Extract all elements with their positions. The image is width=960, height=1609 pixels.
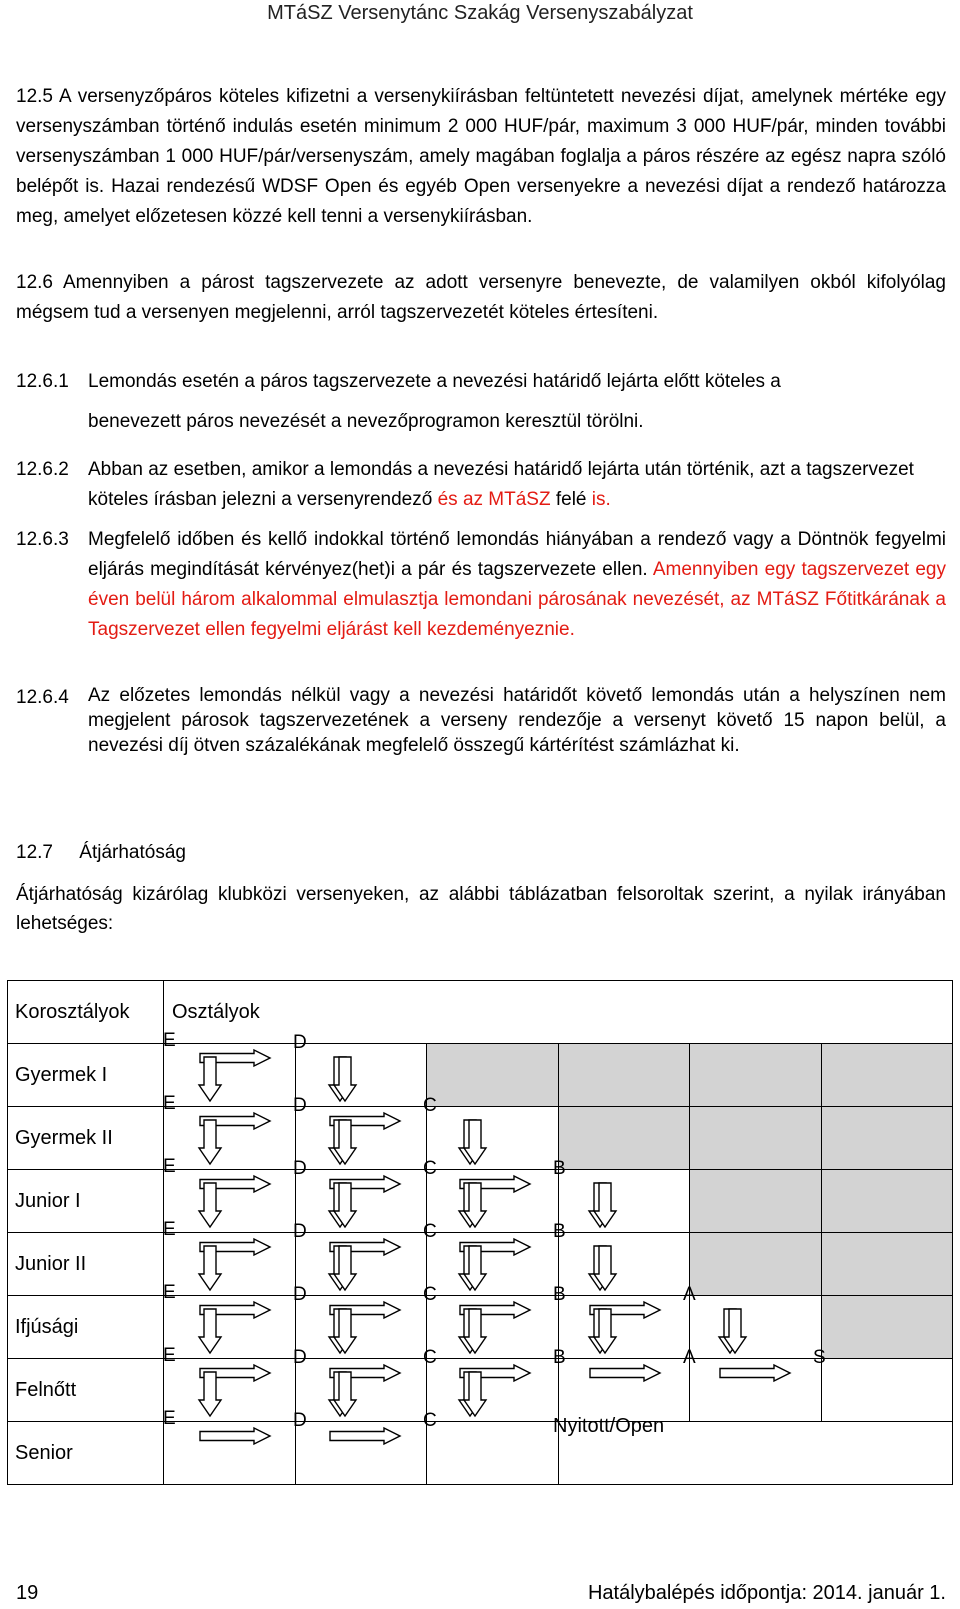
section-text-2: Hazai rendezésű WDSF Open és egyéb Open versenyekre a nevezési díjat a rendező határozza meg, amelyet előzetesen közzé kell tenni a versenykiírásban.	[16, 176, 946, 227]
section-12-6-1-cont: benevezett páros nevezését a nevezőprogramon keresztül törölni.	[88, 411, 644, 432]
class-letter: D	[293, 1158, 307, 1179]
class-letter: D	[293, 1095, 307, 1116]
table-row	[8, 1107, 953, 1170]
header-age-groups: Korosztályok	[8, 981, 164, 1044]
section-text: Megfelelő időben és kellő indokkal történő lemondás hiányában a rendező vagy a Döntnök fegyelmi eljárás megindítását kérvényez(het)i a pár és tagszervezete ellen.	[88, 529, 946, 580]
section-12-6-4	[16, 683, 946, 758]
row-label: Junior I	[8, 1170, 164, 1233]
section-number: 12.6	[16, 272, 53, 293]
class-letter: C	[423, 1095, 437, 1116]
class-letter: C	[423, 1284, 437, 1305]
class-letter: B	[553, 1284, 566, 1305]
section-text: A versenyzőpáros köteles kifizetni a versenykiírásban feltüntetett nevezési díjat, amelynek mértéke egy versenyszámban történő indulás esetén minimum 2 000 HUF/pár, maximum 3 000 HUF/pár, minden további versenyszámban 1 000 HUF/pár/versenyszám, amely magában foglalja a páros részére az egész napra szóló belépőt is.	[16, 86, 946, 197]
class-letter: E	[163, 1030, 176, 1051]
section-number: 12.7	[16, 842, 53, 863]
section-text: Amennyiben a párost tagszervezete az adott versenyre benevezte, de valamilyen okból kifolyólag mégsem tud a versenyen megjelenni, arról tagszervezetét köteles értesíteni.	[16, 272, 946, 323]
section-number: 12.6.1	[16, 371, 69, 392]
section-12-5	[16, 82, 946, 232]
section-text-mid: felé	[555, 489, 587, 510]
section-text: Lemondás esetén a páros tagszervezete a nevezési határidő lejárta előtt köteles a	[88, 371, 781, 392]
section-12-6	[16, 268, 946, 328]
row-label: Gyermek II	[8, 1107, 164, 1170]
red-text-2: is.	[591, 489, 611, 510]
section-number: 12.6.4	[16, 687, 69, 708]
page-header: MTáSZ Versenytánc Szakág Versenyszabályzat	[267, 2, 693, 24]
class-letter: C	[423, 1347, 437, 1368]
section-title: Átjárhatóság	[79, 842, 186, 863]
table-row	[8, 1296, 953, 1359]
class-letter: D	[293, 1032, 307, 1053]
section-text: Abban az esetben, amikor a lemondás a nevezési határidő lejárta után történik, azt a tagszervezet köteles írásban jelezni a versenyrendező	[88, 459, 914, 510]
red-text-1: és az MTáSZ	[437, 489, 551, 510]
section-text: Az előzetes lemondás nélkül vagy a nevezési határidőt követő lemondás után a helyszínen nem megjelent párosok tagszervezetének a verseny rendezője a versenyt követő 15 napon belül, a nevezési díj ötven százalékának megfelelő összegű kártérítést számlázhat ki.	[88, 685, 946, 756]
row-label: Ifjúsági	[8, 1296, 164, 1359]
class-letter: E	[163, 1345, 176, 1366]
class-letter: D	[293, 1410, 307, 1431]
effective-date: Hatálybalépés időpontja: 2014. január 1.	[587, 1582, 946, 1604]
transfer-table	[7, 980, 953, 1485]
class-letter: E	[163, 1219, 176, 1240]
section-number: 12.5	[16, 86, 53, 107]
section-12-7-text: Átjárhatóság kizárólag klubközi versenyeken, az alábbi táblázatban felsoroltak szerint, a nyilak irányában lehetséges:	[16, 884, 946, 934]
table-header-row	[8, 981, 953, 1044]
senior-open-label: Nyitott/Open	[553, 1415, 665, 1437]
section-12-7-heading	[16, 838, 946, 868]
table-row	[8, 1170, 953, 1233]
header-classes: Osztályok	[164, 981, 953, 1044]
section-red-text: Amennyiben egy tagszervezet egy éven belül három alkalommal elmulasztja lemondani párosának nevezését, az MTáSZ Főtitkárának a Tagszervezet ellen fegyelmi eljárást kell kezdeményeznie.	[88, 559, 946, 640]
class-letter: E	[163, 1156, 176, 1177]
page-number: 19	[16, 1582, 39, 1604]
class-letter: A	[683, 1347, 696, 1368]
class-letter: A	[683, 1284, 696, 1305]
class-letter: D	[293, 1221, 307, 1242]
class-letter: D	[293, 1284, 307, 1305]
class-letter: C	[423, 1410, 437, 1431]
class-letter: B	[553, 1158, 566, 1179]
section-12-6-2	[16, 455, 946, 515]
row-label: Felnőtt	[8, 1359, 164, 1422]
class-letter: B	[553, 1347, 566, 1368]
table-row	[8, 1422, 953, 1485]
class-letter: E	[163, 1093, 176, 1114]
class-letter: C	[423, 1221, 437, 1242]
class-letter: E	[163, 1408, 176, 1429]
section-number: 12.6.3	[16, 529, 69, 550]
table-row	[8, 1044, 953, 1107]
row-label: Gyermek I	[8, 1044, 164, 1107]
section-12-6-1	[16, 367, 946, 397]
class-letter: E	[163, 1282, 176, 1303]
section-number: 12.6.2	[16, 459, 69, 480]
class-letter: D	[293, 1347, 307, 1368]
class-letter: C	[423, 1158, 437, 1179]
section-12-6-3	[16, 525, 946, 645]
table-row	[8, 1359, 953, 1422]
row-label: Junior II	[8, 1233, 164, 1296]
class-letter: S	[813, 1347, 826, 1368]
table-row	[8, 1233, 953, 1296]
row-label: Senior	[8, 1422, 164, 1485]
class-letter: B	[553, 1221, 566, 1242]
